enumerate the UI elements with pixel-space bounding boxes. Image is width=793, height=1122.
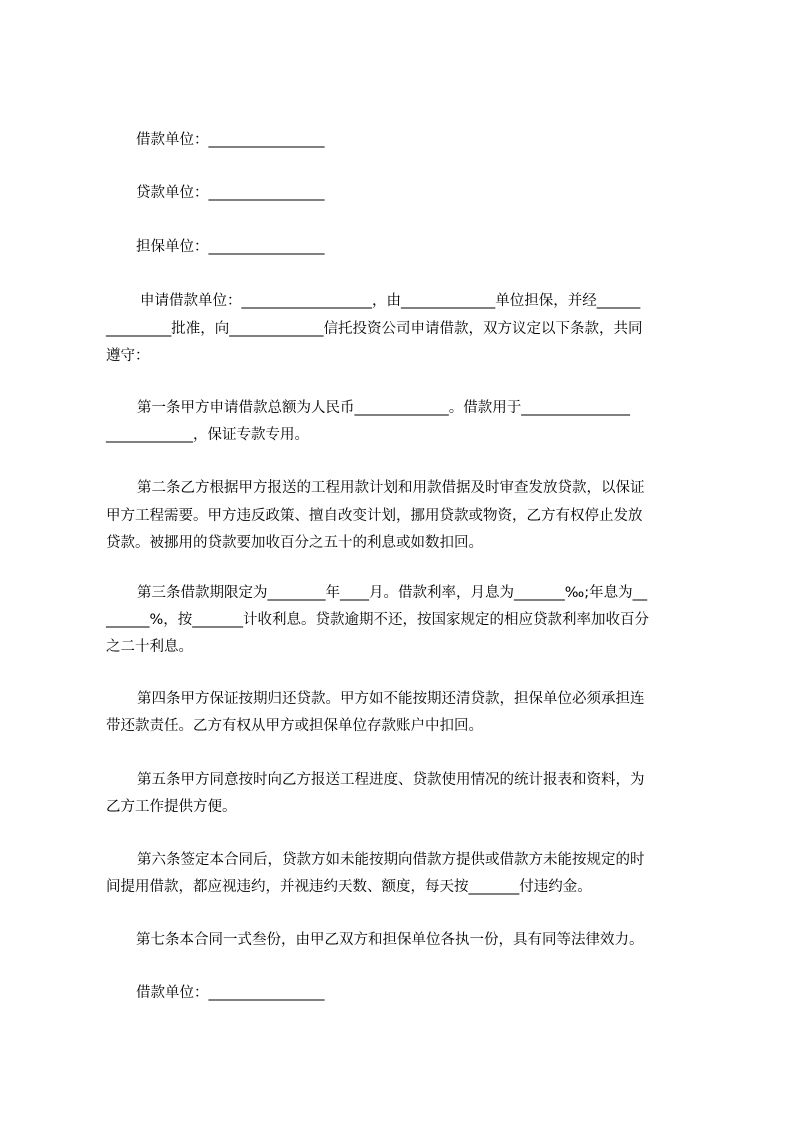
article-line: 第五条甲方同意按时向乙方报送工程进度、贷款使用情况的统计报表和资料，为	[137, 772, 645, 788]
article-line: 间提用借款，都应视违约，并视违约天数、额度，每天按_______付违约金。	[106, 879, 592, 895]
article-line: 之二十利息。	[106, 639, 193, 655]
article-line: 第七条本合同一式叁份，由甲乙双方和担保单位各执一份，具有同等法律效力。	[136, 932, 644, 948]
lender-field: 贷款单位：________________	[136, 185, 325, 201]
intro-line: 遵守：	[106, 348, 150, 364]
article-line: 带还款责任。乙方有权从甲方或担保单位存款账户中扣回。	[106, 718, 483, 734]
article-line: ____________，保证专款专用。	[106, 427, 309, 443]
guarantor-field: 担保单位：________________	[136, 239, 325, 255]
article-line: 第一条甲方申请借款总额为人民币_____________。借款用于_______________	[137, 400, 630, 416]
article-line: 第二条乙方根据甲方报送的工程用款计划和用款借据及时审查发放贷款，以保证	[137, 480, 645, 496]
article-line: 第六条签定本合同后，贷款方如未能按期向借款方提供或借款方未能按规定的时	[137, 852, 645, 868]
footer-borrower-field: 借款单位：________________	[136, 985, 325, 1001]
borrower-field: 借款单位：________________	[136, 132, 325, 148]
article-line: 甲方工程需要。甲方违反政策、擅自改变计划，挪用贷款或物资，乙方有权停止发放	[106, 508, 643, 524]
article-line: 第三条借款期限定为________年____月。借款利率，月息为_______‰;年息为__	[137, 585, 648, 601]
article-line: 贷款。被挪用的贷款要加收百分之五十的利息或如数扣回。	[106, 535, 483, 551]
intro-line: _________批准，向_____________信托投资公司申请借款，双方议定以下条款，共同	[106, 321, 643, 337]
article-line: 乙方工作提供方便。	[106, 799, 237, 815]
article-line: 第四条甲方保证按期归还贷款。甲方如不能按期还清贷款，担保单位必须承担连	[137, 691, 645, 707]
intro-line: 申请借款单位：__________________，由_____________单位担保，并经______	[140, 293, 641, 309]
article-line: ______%，按_______计收利息。贷款逾期不还，按国家规定的相应贷款利率加收百分	[106, 612, 650, 628]
